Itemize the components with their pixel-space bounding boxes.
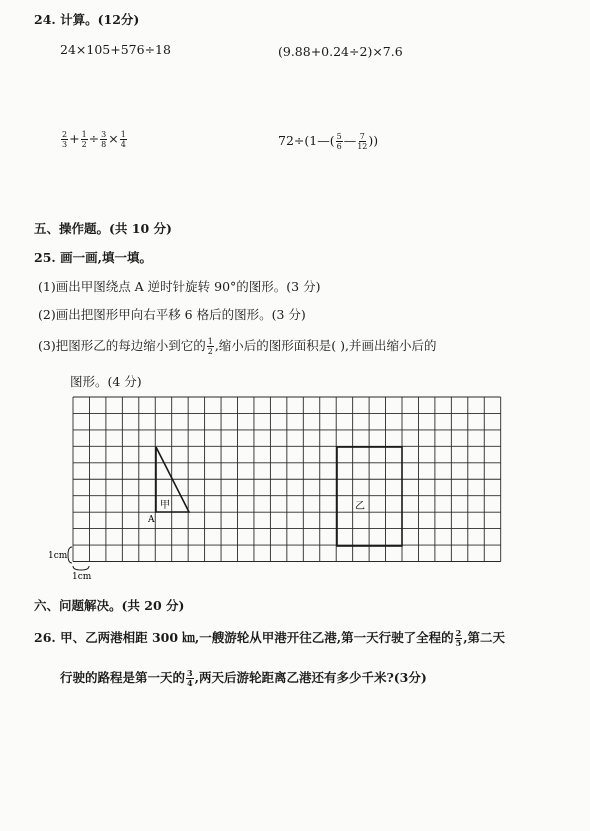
q24-expr-1: 24×105+576÷18: [60, 42, 171, 57]
grid-lines: [73, 397, 501, 562]
section5-title: 五、操作题。(共 10 分): [34, 221, 172, 236]
unit-brace-horizontal: [73, 566, 89, 570]
q26-line-1: 26. 甲、乙两港相距 300 ㎞,一艘游轮从甲港开往乙港,第一天行驶了全程的 $\frac{2}{5}$ ,第二天: [34, 628, 506, 648]
fraction: $\frac{2}{5}$: [455, 628, 462, 648]
fraction: $\frac{1}{2}$: [207, 337, 213, 356]
q24-expr-4: 72÷(1—( $\frac{5}{6}$ — $\frac{7}{12}$ )): [278, 132, 379, 151]
fraction: $\frac{3}{4}$: [187, 668, 193, 688]
fraction: $\frac{1}{4}$: [120, 130, 126, 149]
section6-title: 六、问题解决。(共 20 分): [34, 598, 185, 613]
fraction: $\frac{1}{2}$: [81, 130, 87, 149]
fraction: $\frac{2}{3}$: [62, 130, 68, 149]
q24-expr-2: (9.88+0.24÷2)×7.6: [278, 44, 403, 59]
q25-item-1: (1)画出甲图绕点 A 逆时针旋转 90°的图形。(3 分): [38, 279, 321, 294]
q24-expr-3: $\frac{2}{3}$ + $\frac{1}{2}$ ÷ $\frac{3}{8}$ × $\frac{1}{4}$: [62, 130, 126, 149]
label-jia: 甲: [160, 500, 170, 511]
unit-label-horizontal: 1cm: [72, 572, 92, 582]
label-yi: 乙: [355, 501, 365, 512]
q25-item-3-continued: 图形。(4 分): [70, 374, 142, 389]
q25-item-2: (2)画出把图形甲向右平移 6 格后的图形。(3 分): [38, 307, 306, 322]
q26-line-2: 行驶的路程是第一天的 $\frac{3}{4}$ ,两天后游轮距离乙港还有多少千米?(3分): [60, 668, 427, 688]
fraction: $\frac{3}{8}$: [101, 130, 107, 149]
q25-item-3: (3)把图形乙的每边缩小到它的 $\frac{1}{2}$ ,缩小后的图形面积是( ),并画出缩小后的: [38, 337, 437, 356]
fraction: $\frac{7}{12}$: [357, 132, 368, 151]
unit-label-vertical: 1cm: [48, 551, 68, 561]
label-point-a: A: [148, 515, 155, 525]
q24-heading: 24. 计算。(12分): [34, 12, 140, 27]
unit-brace-vertical: [68, 547, 72, 563]
fraction: $\frac{5}{6}$: [336, 132, 342, 151]
q25-heading: 25. 画一画,填一填。: [34, 250, 152, 265]
